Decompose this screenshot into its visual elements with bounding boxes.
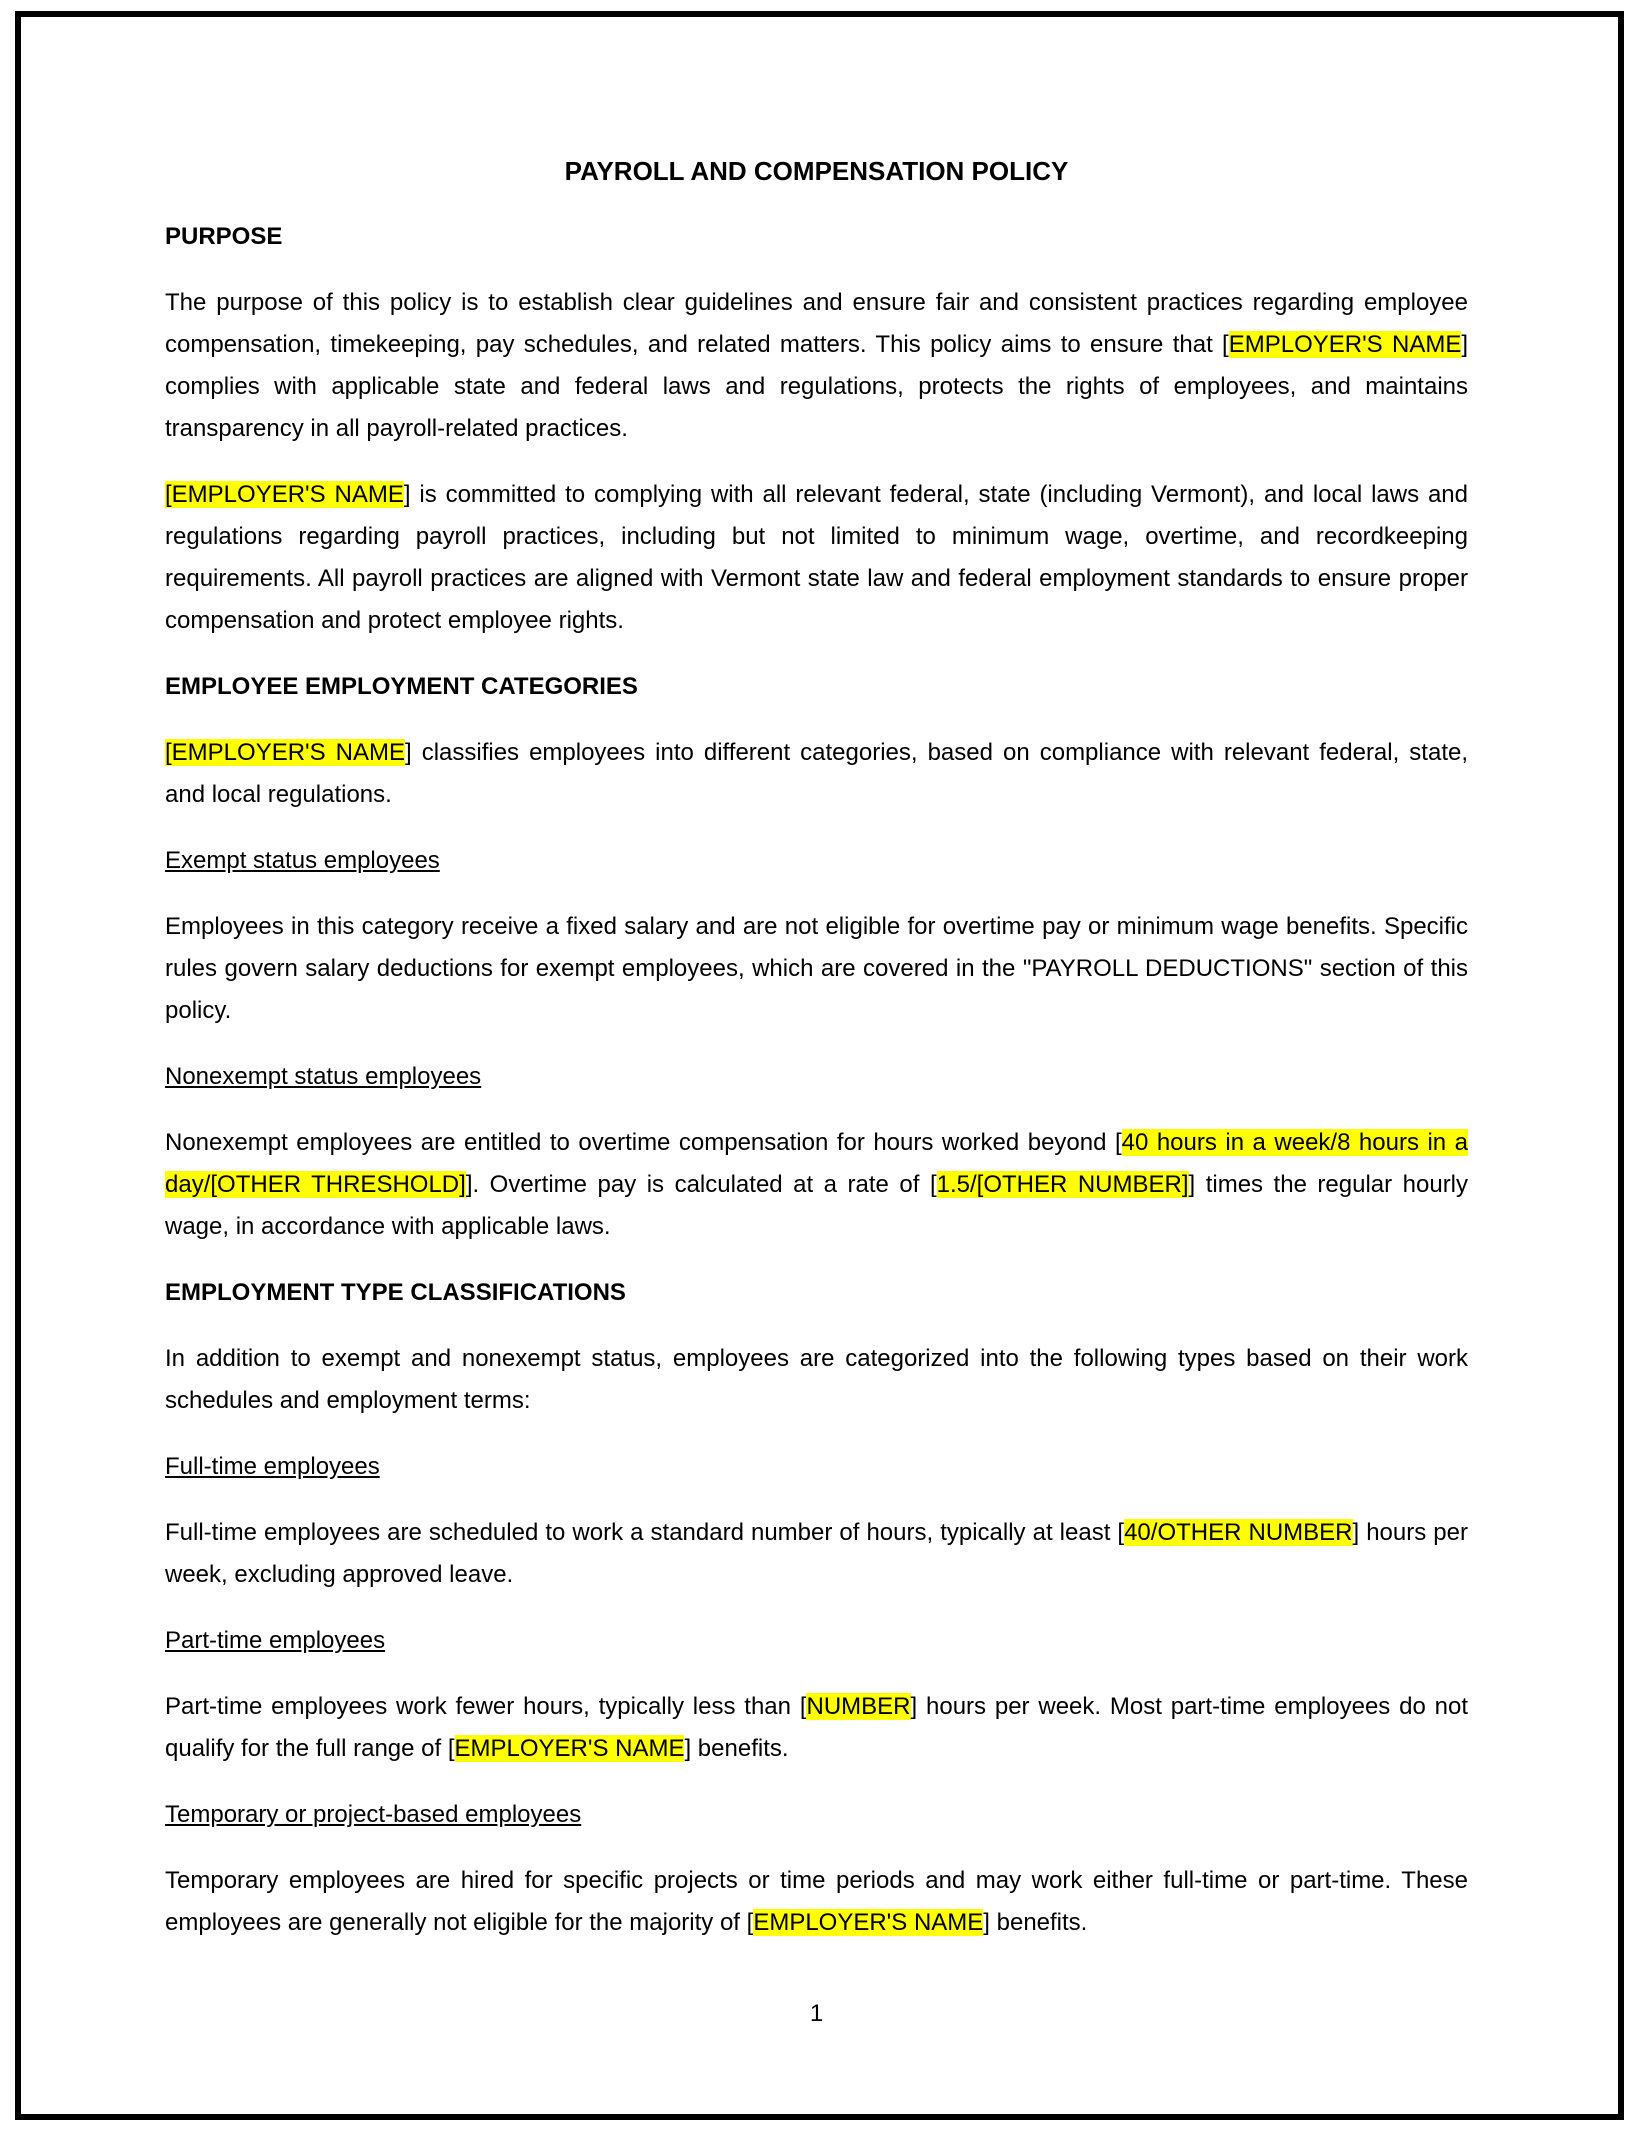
placeholder-highlight: EMPLOYER'S NAME <box>454 1735 685 1762</box>
text-segment: Full-time employees are scheduled to work a standard number of hours, typically at least [ <box>165 1519 1125 1546</box>
placeholder-highlight: NUMBER <box>806 1693 911 1720</box>
section-heading-type-classifications: EMPLOYMENT TYPE CLASSIFICATIONS <box>165 1279 626 1306</box>
paragraph-nonexempt-status <box>165 1122 1468 1248</box>
paragraph-classifications-intro <box>165 1338 1468 1422</box>
placeholder-highlight: 40/OTHER NUMBER <box>1124 1519 1353 1546</box>
text-segment: ] hours per week. Most part-time employees do not qualify for the full range of [ <box>165 1693 1468 1762</box>
text-segment: ] is committed to complying with all relevant federal, state (including Vermont), and local laws and regulations regarding payroll practices, including but not limited to minimum wage, overtime, and recordkeeping requirements. All payroll practices are aligned with Vermont state law and federal employment standards to ensure proper compensation and protect employee rights. <box>165 481 1469 634</box>
placeholder-highlight: EMPLOYER'S NAME <box>753 1909 984 1936</box>
paragraph-exempt-status <box>165 906 1468 1032</box>
text-segment: ] times the regular hourly wage, in accordance with applicable laws. <box>165 1171 1469 1240</box>
text-segment: ] hours per week, excluding approved leave. <box>165 1519 1468 1588</box>
text-segment: Temporary employees are hired for specific projects or time periods and may work either full-time or part-time. These employees are generally not eligible for the majority of [ <box>165 1867 1468 1936</box>
subheading-temporary: Temporary or project-based employees <box>165 1801 582 1828</box>
text-segment: ] complies with applicable state and federal laws and regulations, protects the rights of employees, and maintains transparency in all payroll-related practices. <box>165 331 1468 442</box>
subheading-full-time: Full-time employees <box>165 1453 380 1480</box>
document-body <box>165 150 1468 1968</box>
subheading-exempt-status: Exempt status employees <box>165 847 440 874</box>
section-heading-employment-categories: EMPLOYEE EMPLOYMENT CATEGORIES <box>165 673 638 700</box>
paragraph-categories-intro <box>165 732 1468 816</box>
subheading-part-time: Part-time employees <box>165 1627 386 1654</box>
text-segment: Part-time employees work fewer hours, typically less than [ <box>165 1693 807 1720</box>
page-number: 1 <box>809 2000 824 2027</box>
text-segment: Nonexempt employees are entitled to overtime compensation for hours worked beyond [ <box>165 1129 1122 1156</box>
document-title: PAYROLL AND COMPENSATION POLICY <box>564 156 1069 186</box>
text-segment: ] benefits. <box>684 1735 789 1762</box>
placeholder-highlight: [EMPLOYER'S NAME <box>165 481 404 508</box>
text-segment: In addition to exempt and nonexempt status, employees are categorized into the following types based on their work schedules and employment terms: <box>165 1345 1468 1414</box>
paragraph-purpose-2 <box>165 474 1468 642</box>
placeholder-highlight: 1.5/[OTHER NUMBER] <box>936 1171 1189 1198</box>
paragraph-part-time <box>165 1686 1468 1770</box>
subheading-nonexempt-status: Nonexempt status employees <box>165 1063 482 1090</box>
paragraph-temporary <box>165 1860 1468 1944</box>
text-segment: Employees in this category receive a fixed salary and are not eligible for overtime pay or minimum wage benefits. Specific rules govern salary deductions for exempt employees, which are covered in the "PAYROLL DEDUCTIONS" section of this policy. <box>165 913 1468 1024</box>
placeholder-highlight: [EMPLOYER'S NAME <box>165 739 405 766</box>
paragraph-full-time <box>165 1512 1468 1596</box>
placeholder-highlight: 40 hours in a week/8 hours in a day/[OTHER THRESHOLD] <box>165 1129 1468 1198</box>
section-heading-purpose: PURPOSE <box>165 223 283 250</box>
text-segment: The purpose of this policy is to establish clear guidelines and ensure fair and consistent practices regarding employee compensation, timekeeping, pay schedules, and related matters. This policy aims to ensure that [ <box>165 289 1468 358</box>
text-segment: ] benefits. <box>983 1909 1088 1936</box>
text-segment: ] classifies employees into different categories, based on compliance with relevant federal, state, and local regulations. <box>165 739 1469 808</box>
text-segment: ]. Overtime pay is calculated at a rate of [ <box>465 1171 937 1198</box>
placeholder-highlight: EMPLOYER'S NAME <box>1228 331 1462 358</box>
paragraph-purpose-1 <box>165 282 1468 450</box>
